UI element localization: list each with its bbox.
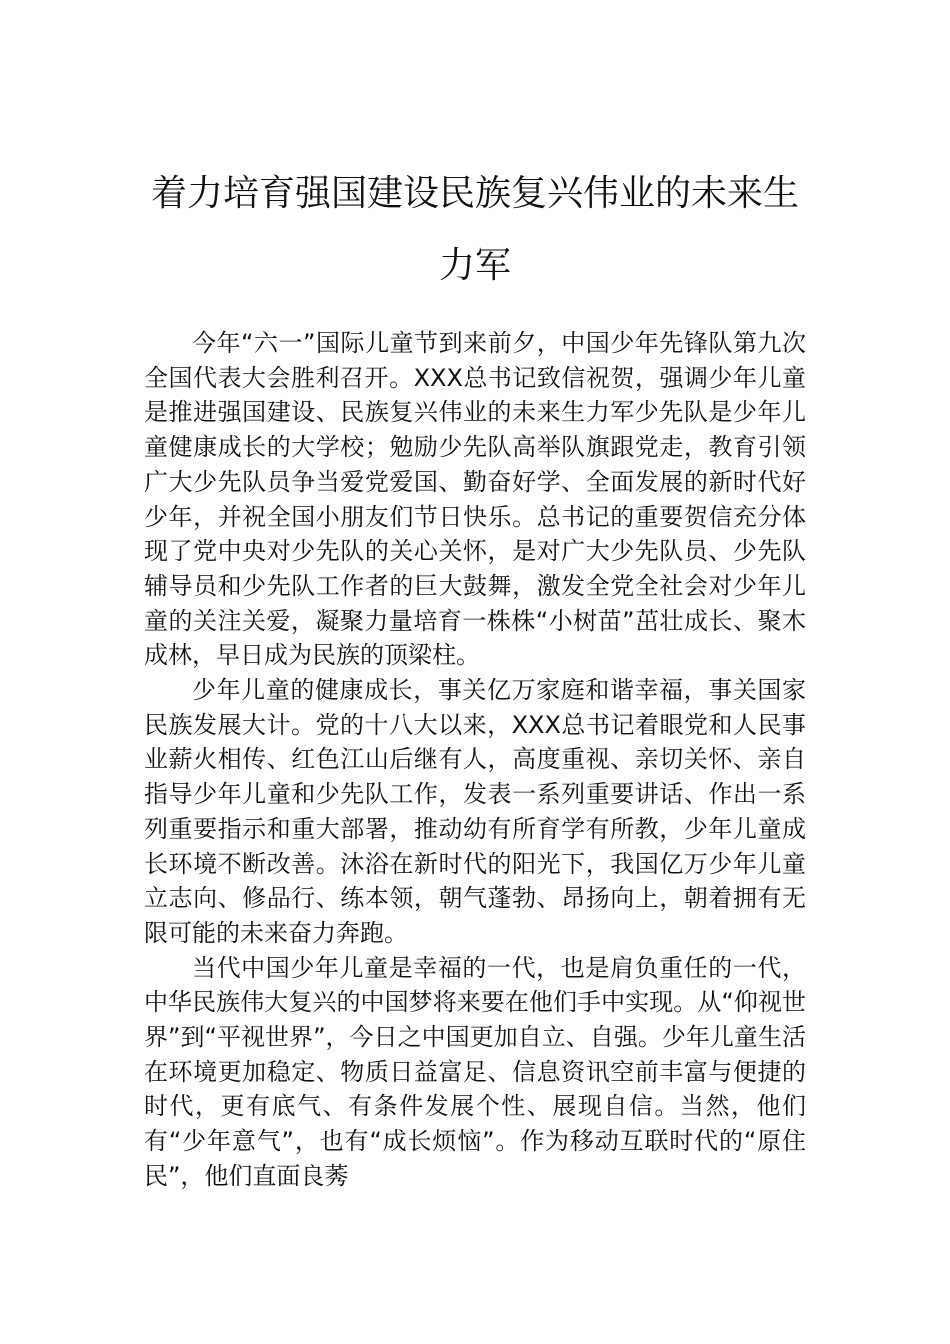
document-title [130,158,820,302]
title-line-2: 力军 [438,245,511,286]
body-paragraph-3: 当代中国少年儿童是幸福的一代，也是肩负重任的一代，中华民族伟大复兴的中国梦将来要在他们手中实现。从“仰视世界”到“平视世界”，今日之中国更加自立、自强。少年儿童生活在环境更加稳定、物质日益富足、信息资讯空前丰富与便捷的时代，更有底气、有条件发展个性、展现自信。当然，他们有“少年意气”，也有“成长烦恼”。作为移动互联时代的“原住民”，他们直面良莠 [144,953,806,1190]
title-line-1: 着力培育强国建设民族复兴伟业的未来生 [150,173,799,214]
body-paragraph-2: 少年儿童的健康成长，事关亿万家庭和谐幸福，事关国家民族发展大计。党的十八大以来，XXX总书记着眼党和人民事业薪火相传、红色江山后继有人，高度重视、亲切关怀、亲自指导少年儿童和少先队工作，发表一系列重要讲话、作出一系列重要指示和重大部署，推动幼有所育学有所教，少年儿童成长环境不断改善。沐浴在新时代的阳光下，我国亿万少年儿童立志向、修品行、练本领，朝气蓬勃、昂扬向上，朝着拥有无限可能的未来奋力奔跑。 [144,676,806,947]
body-paragraph-1: 今年“六一”国际儿童节到来前夕，中国少年先锋队第九次全国代表大会胜利召开。XXX总书记致信祝贺，强调少年儿童是推进强国建设、民族复兴伟业的未来生力军少先队是少年儿童健康成长的大学校；勉励少先队高举队旗跟党走，教育引领广大少先队员争当爱党爱国、勤奋好学、全面发展的新时代好少年，并祝全国小朋友们节日快乐。总书记的重要贺信充分体现了党中央对少先队的关心关怀，是对广大少先队员、少先队辅导员和少先队工作者的巨大鼓舞，激发全党全社会对少年儿童的关注关爱，凝聚力量培育一株株“小树苗”茁壮成长、聚木成林，早日成为民族的顶梁柱。 [144,329,806,670]
document-body [144,326,806,1194]
